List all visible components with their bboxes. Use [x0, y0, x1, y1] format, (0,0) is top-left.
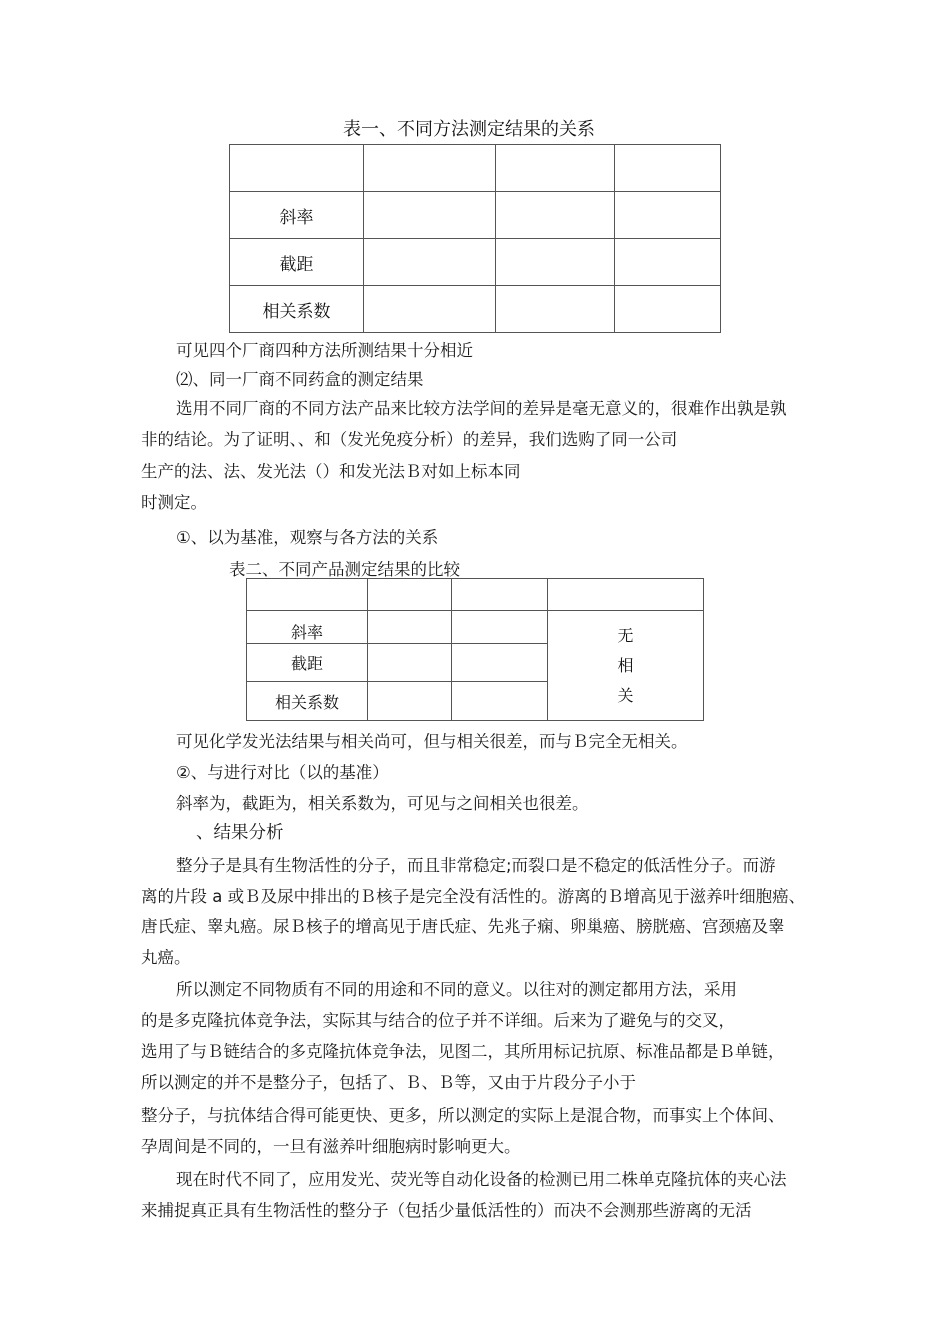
table1 — [229, 144, 721, 333]
row-label-intercept: 截距 — [247, 644, 368, 682]
row-label-correlation: 相关系数 — [247, 682, 368, 721]
table-row — [230, 192, 721, 239]
paragraph: 生产的法、法、发光法（）和发光法Ｂ对如上标本同 — [141, 462, 521, 481]
table-row — [230, 239, 721, 286]
paragraph: 的是多克隆抗体竞争法，实际其与结合的位子并不详细。后来为了避免与的交叉， — [141, 1011, 735, 1030]
paragraph: 非的结论。为了证明、、和（发光免疫分析）的差异，我们选购了同一公司 — [141, 430, 678, 449]
paragraph: 孕周间是不同的，一旦有滋养叶细胞病时影响更大。 — [141, 1137, 521, 1156]
section-heading: ⑵、同一厂商不同药盒的测定结果 — [176, 370, 424, 389]
table-row — [230, 286, 721, 333]
paragraph: 可见四个厂商四种方法所测结果十分相近 — [176, 341, 473, 360]
paragraph: 来捕捉真正具有生物活性的整分子（包括少量低活性的）而决不会测那些游离的无活 — [141, 1201, 752, 1220]
paragraph: 可见化学发光法结果与相关尚可，但与相关很差，而与Ｂ完全无相关。 — [176, 732, 688, 751]
table-row — [247, 611, 704, 644]
no-correlation-cell: 无 相 关 — [548, 611, 704, 721]
paragraph: 丸癌。 — [141, 948, 191, 967]
row-label-correlation: 相关系数 — [230, 286, 364, 333]
row-label-slope: 斜率 — [247, 611, 368, 644]
row-label-slope: 斜率 — [230, 192, 364, 239]
row-label-intercept: 截距 — [230, 239, 364, 286]
table-row — [230, 145, 721, 192]
paragraph: 现在时代不同了，应用发光、荧光等自动化设备的检测已用二株单克隆抗体的夹心法 — [176, 1170, 787, 1189]
table1-caption: 表一、不同方法测定结果的关系 — [343, 119, 595, 140]
paragraph: 时测定。 — [141, 493, 207, 512]
paragraph: 所以测定的并不是整分子，包括了、Ｂ、Ｂ等，又由于片段分子小于 — [141, 1073, 636, 1092]
paragraph: 选用了与Ｂ链结合的多克隆抗体竞争法，见图二，其所用标记抗原、标准品都是Ｂ单链， — [141, 1042, 785, 1061]
section-heading: 、结果分析 — [196, 823, 284, 843]
paragraph: ①、以为基准，观察与各方法的关系 — [176, 528, 439, 547]
table2-caption: 表二、不同产品测定结果的比较 — [229, 560, 460, 579]
table2 — [246, 578, 704, 721]
table-row — [247, 579, 704, 611]
paragraph: 唐氏症、睾丸癌。尿Ｂ核子的增高见于唐氏症、先兆子痫、卵巢癌、膀胱癌、宫颈癌及睾 — [141, 917, 785, 936]
paragraph: ②、与进行对比（以的基准） — [176, 763, 389, 782]
paragraph: 离的片段 a 或Ｂ及尿中排出的Ｂ核子是完全没有活性的。游离的Ｂ增高见于滋养叶细胞癌、 — [141, 887, 806, 906]
paragraph: 整分子是具有生物活性的分子，而且非常稳定;而裂口是不稳定的低活性分子。而游 — [176, 856, 776, 875]
paragraph: 整分子，与抗体结合得可能更快、更多，所以测定的实际上是混合物，而事实上个体间、 — [141, 1106, 785, 1125]
paragraph: 选用不同厂商的不同方法产品来比较方法学间的差异是毫无意义的，很难作出孰是孰 — [176, 399, 787, 418]
paragraph: 斜率为，截距为，相关系数为，可见与之间相关也很差。 — [176, 794, 589, 813]
paragraph: 所以测定不同物质有不同的用途和不同的意义。以往对的测定都用方法，采用 — [176, 980, 737, 999]
